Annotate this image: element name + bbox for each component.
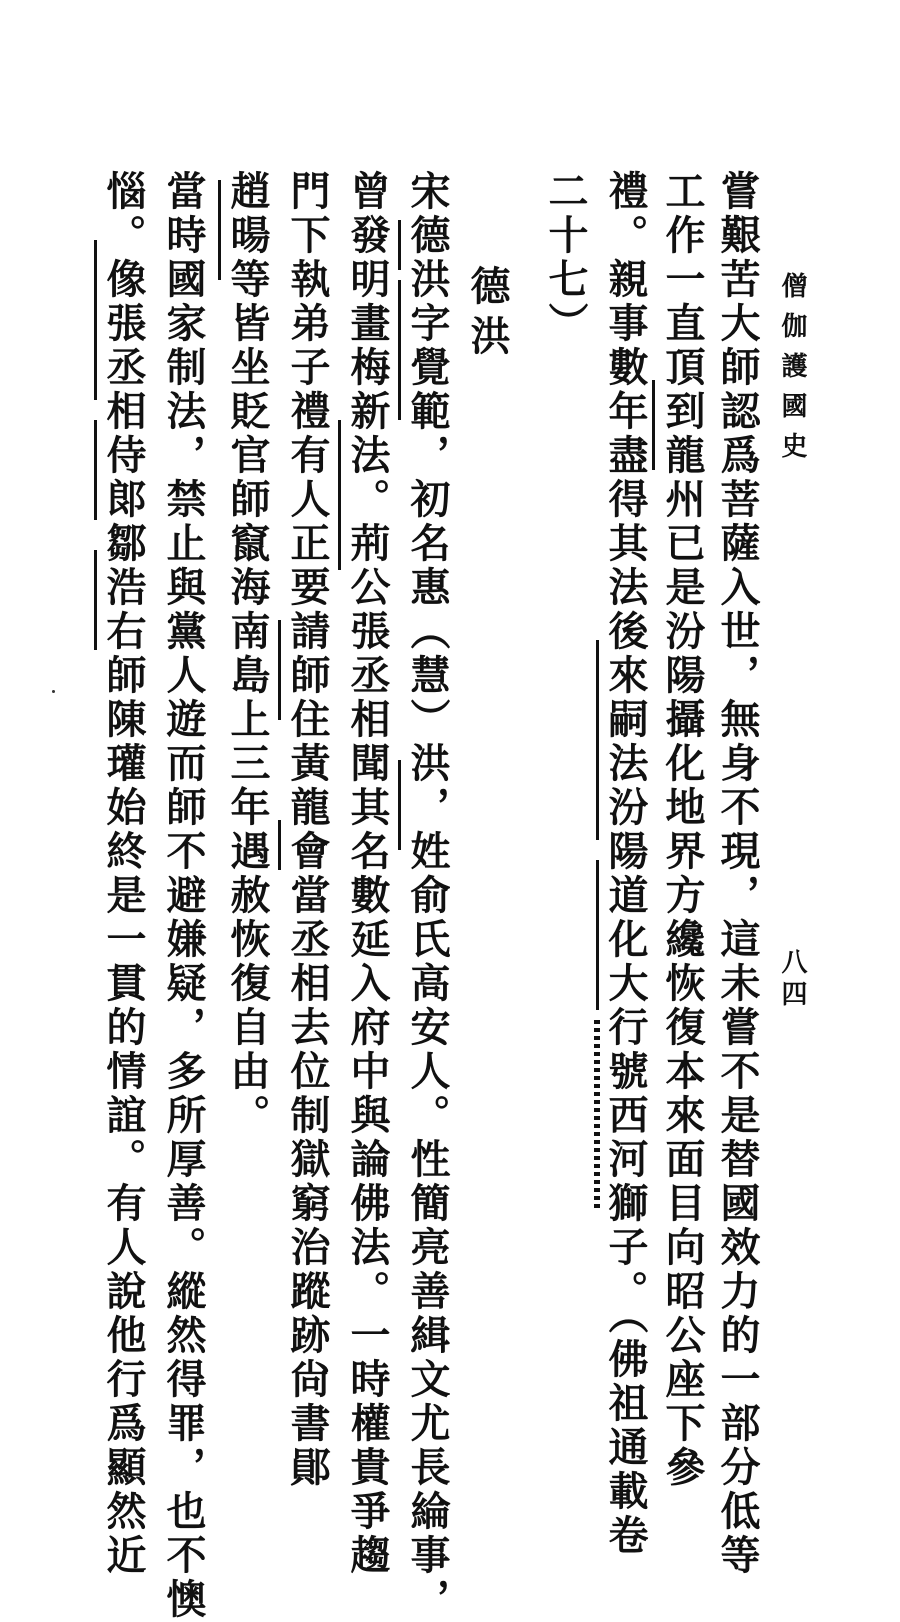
section-heading: 德洪: [464, 265, 511, 365]
name-mark: [398, 760, 401, 850]
name-mark: [218, 180, 221, 280]
text-column-9: 當時國家制法，禁止與黨人遊而師不避嫌疑，多所厚善。縱然得罪，也不懊: [160, 170, 207, 1622]
name-mark: [94, 240, 97, 400]
text-column-8: 趙暘等皆坐貶官師竄海南島上三年遇赦恢復自由。: [224, 170, 271, 1138]
book-title-wavy-mark: [594, 1020, 600, 1210]
name-mark: [94, 420, 97, 520]
text-column-4: 二十七）: [542, 170, 589, 346]
name-mark: [652, 380, 655, 470]
text-column-6: 曾發明畫梅新法。荊公張丞相聞其名數延入府中與論佛法。一時權貴爭趨: [344, 170, 391, 1578]
name-mark: [278, 820, 281, 870]
text-column-5: 宋德洪字覺範，初名惠（慧）洪，姓俞氏高安人。性簡亮善緝文尤長綸事，: [404, 170, 451, 1622]
page-number: 八四: [777, 948, 807, 1012]
name-mark: [338, 420, 341, 570]
text-column-10: 惱。像張丞相侍郞鄒浩右師陳瓘始終是一貫的情誼。有人說他行爲顯然近: [100, 170, 147, 1578]
name-mark: [278, 620, 281, 720]
name-mark: [596, 860, 599, 1010]
name-mark: [398, 280, 401, 420]
name-mark: [398, 220, 401, 270]
print-speck: [52, 690, 55, 693]
running-header-title: 僧伽護國史: [777, 272, 807, 472]
text-column-2: 工作一直頂到龍州已是汾陽攝化地界方纔恢復本來面目向昭公座下參: [659, 170, 706, 1490]
name-mark: [596, 640, 599, 840]
text-column-7: 門下執弟子禮有人正要請師住黃龍會當丞相去位制獄窮治蹤跡尙書鄖: [284, 170, 331, 1490]
name-mark: [94, 550, 97, 650]
text-column-3: 禮。親事數年盡得其法後來嗣法汾陽道化大行號西河獅子。（佛祖通載卷: [602, 170, 649, 1558]
text-column-1: 嘗艱苦大師認爲菩薩入世，無身不現，這未嘗不是替國效力的一部分低等: [714, 170, 761, 1578]
